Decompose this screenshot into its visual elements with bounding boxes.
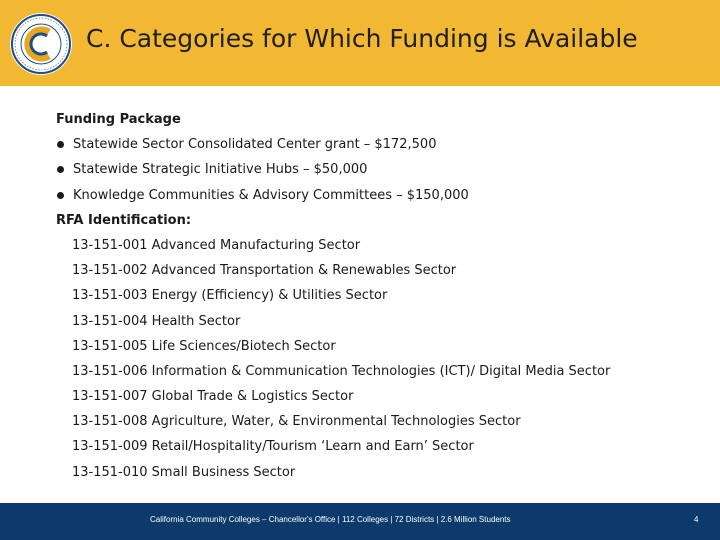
funding-package-heading: Funding Package — [56, 112, 181, 127]
bullet-dot-icon — [57, 192, 64, 199]
bullet-dot-icon — [57, 166, 64, 173]
rfa-item: 13-151-008 Agriculture, Water, & Environmental Technologies Sector — [72, 414, 521, 430]
package-item-label: Statewide Sector Consolidated Center grant – $172,500 — [73, 137, 437, 153]
rfa-item: 13-151-007 Global Trade & Logistics Sector — [72, 389, 354, 405]
slide-header — [0, 0, 720, 86]
bullet-dot-icon — [57, 141, 64, 148]
slide-title: C. Categories for Which Funding is Available — [86, 24, 638, 53]
rfa-item: 13-151-002 Advanced Transportation & Renewables Sector — [72, 263, 457, 279]
rfa-item: 13-151-004 Health Sector — [72, 313, 241, 329]
rfa-item: 13-151-010 Small Business Sector — [72, 464, 296, 480]
footer-text: California Community Colleges – Chancellor's Office | 112 Colleges | 72 Districts | 2.6 Million Students — [150, 515, 511, 524]
rfa-item: 13-151-005 Life Sciences/Biotech Sector — [72, 338, 336, 354]
slide-footer — [0, 503, 720, 540]
list-item — [56, 157, 696, 182]
package-item-label: Statewide Strategic Initiative Hubs – $50,000 — [73, 162, 368, 178]
slide-content — [56, 107, 696, 485]
list-item — [56, 132, 696, 157]
list-item — [56, 183, 696, 208]
rfa-heading: RFA Identification: — [56, 212, 192, 228]
rfa-item: 13-151-009 Retail/Hospitality/Tourism ‘Learn and Earn’ Sector — [72, 439, 474, 455]
rfa-item: 13-151-003 Energy (Efficiency) & Utilities Sector — [72, 288, 388, 304]
rfa-item: 13-151-006 Information & Communication Technologies (ICT)/ Digital Media Sector — [72, 363, 611, 379]
page-number: 4 — [694, 515, 699, 524]
package-item-label: Knowledge Communities & Advisory Committees – $150,000 — [73, 187, 469, 203]
college-seal-logo — [9, 12, 73, 76]
rfa-item: 13-151-001 Advanced Manufacturing Sector — [72, 237, 361, 253]
